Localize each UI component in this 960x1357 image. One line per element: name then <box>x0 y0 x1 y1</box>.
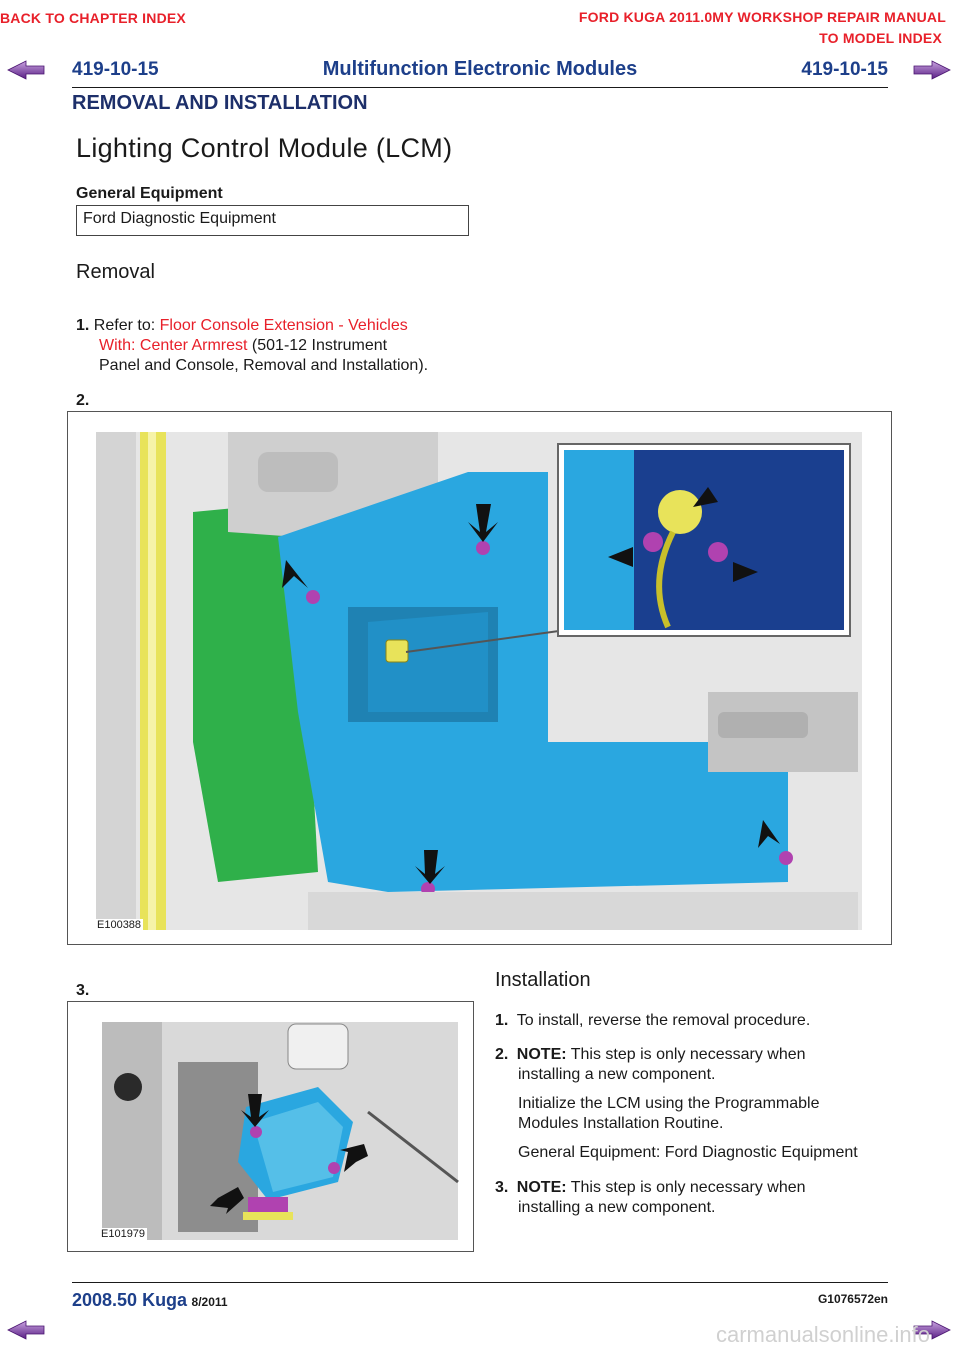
step-suffix: (501-12 Instrument <box>247 337 388 354</box>
figure-e101979 <box>67 1001 474 1252</box>
general-equipment-heading: General Equipment <box>76 185 223 202</box>
general-equipment-table <box>76 205 469 236</box>
figure-id-e101979: E101979 <box>101 1228 146 1240</box>
page-title: Lighting Control Module (LCM) <box>76 133 453 163</box>
page-subtitle: REMOVAL AND INSTALLATION <box>72 92 368 114</box>
to-model-index-link[interactable]: TO MODEL INDEX <box>819 30 942 46</box>
removal-step-2-number: 2. <box>76 392 90 409</box>
step-text: To install, reverse the removal procedure. <box>516 1012 811 1029</box>
lcm-location-illustration <box>68 412 891 944</box>
step-number: 1. <box>76 317 90 334</box>
watermark: carmanualsonline.info <box>715 1322 930 1347</box>
step-number: 1. <box>495 1012 509 1029</box>
installation-step-1 <box>495 1011 895 1031</box>
note-text: This step is only necessary when <box>566 1046 806 1063</box>
footer-model-info <box>72 1290 228 1311</box>
step-paragraph-cont: Modules Installation Routine. <box>518 1115 724 1132</box>
installation-step-3 <box>495 1178 895 1218</box>
step-paragraph: Initialize the LCM using the Programmable <box>518 1095 820 1112</box>
note-label: NOTE: <box>516 1179 567 1196</box>
header-rule <box>72 87 888 88</box>
installation-heading: Installation <box>495 969 591 991</box>
removal-heading: Removal <box>76 261 155 283</box>
figure-id-e100388: E100388 <box>97 919 142 931</box>
installation-step-2 <box>495 1045 895 1163</box>
back-to-chapter-index-link[interactable]: BACK TO CHAPTER INDEX <box>0 10 186 26</box>
removal-step-3-number: 3. <box>76 982 90 999</box>
step-number: 3. <box>495 1179 509 1196</box>
general-equipment-item: Ford Diagnostic Equipment <box>83 210 276 227</box>
step-equipment-line: General Equipment: Ford Diagnostic Equipment <box>518 1144 858 1161</box>
footer-model: 2008.50 Kuga <box>72 1290 188 1310</box>
lcm-mounting-illustration <box>68 1002 473 1251</box>
note-text-cont: installing a new component. <box>518 1199 716 1216</box>
step-suffix-cont: Panel and Console, Removal and Installation). <box>99 357 429 374</box>
refer-to-label: Refer to: <box>93 317 160 334</box>
figure-e100388 <box>67 411 892 945</box>
footer-rule <box>72 1282 888 1283</box>
page-code-left: 419-10-15 <box>72 59 159 80</box>
floor-console-link[interactable]: Floor Console Extension - Vehicles <box>159 317 408 334</box>
removal-step-1 <box>76 316 476 376</box>
footer-date: 8/2011 <box>191 1295 228 1309</box>
manual-title: FORD KUGA 2011.0MY WORKSHOP REPAIR MANUAL <box>578 9 946 25</box>
section-title: Multifunction Electronic Modules <box>322 58 638 80</box>
floor-console-link-cont[interactable]: With: Center Armrest <box>99 337 248 354</box>
page-code-right: 419-10-15 <box>801 59 888 80</box>
note-label: NOTE: <box>516 1046 567 1063</box>
prev-page-arrow-icon[interactable] <box>6 1320 46 1340</box>
note-text-cont: installing a new component. <box>518 1066 716 1083</box>
footer-doc-code: G1076572en <box>817 1292 888 1306</box>
note-text: This step is only necessary when <box>566 1179 806 1196</box>
step-number: 2. <box>495 1046 509 1063</box>
